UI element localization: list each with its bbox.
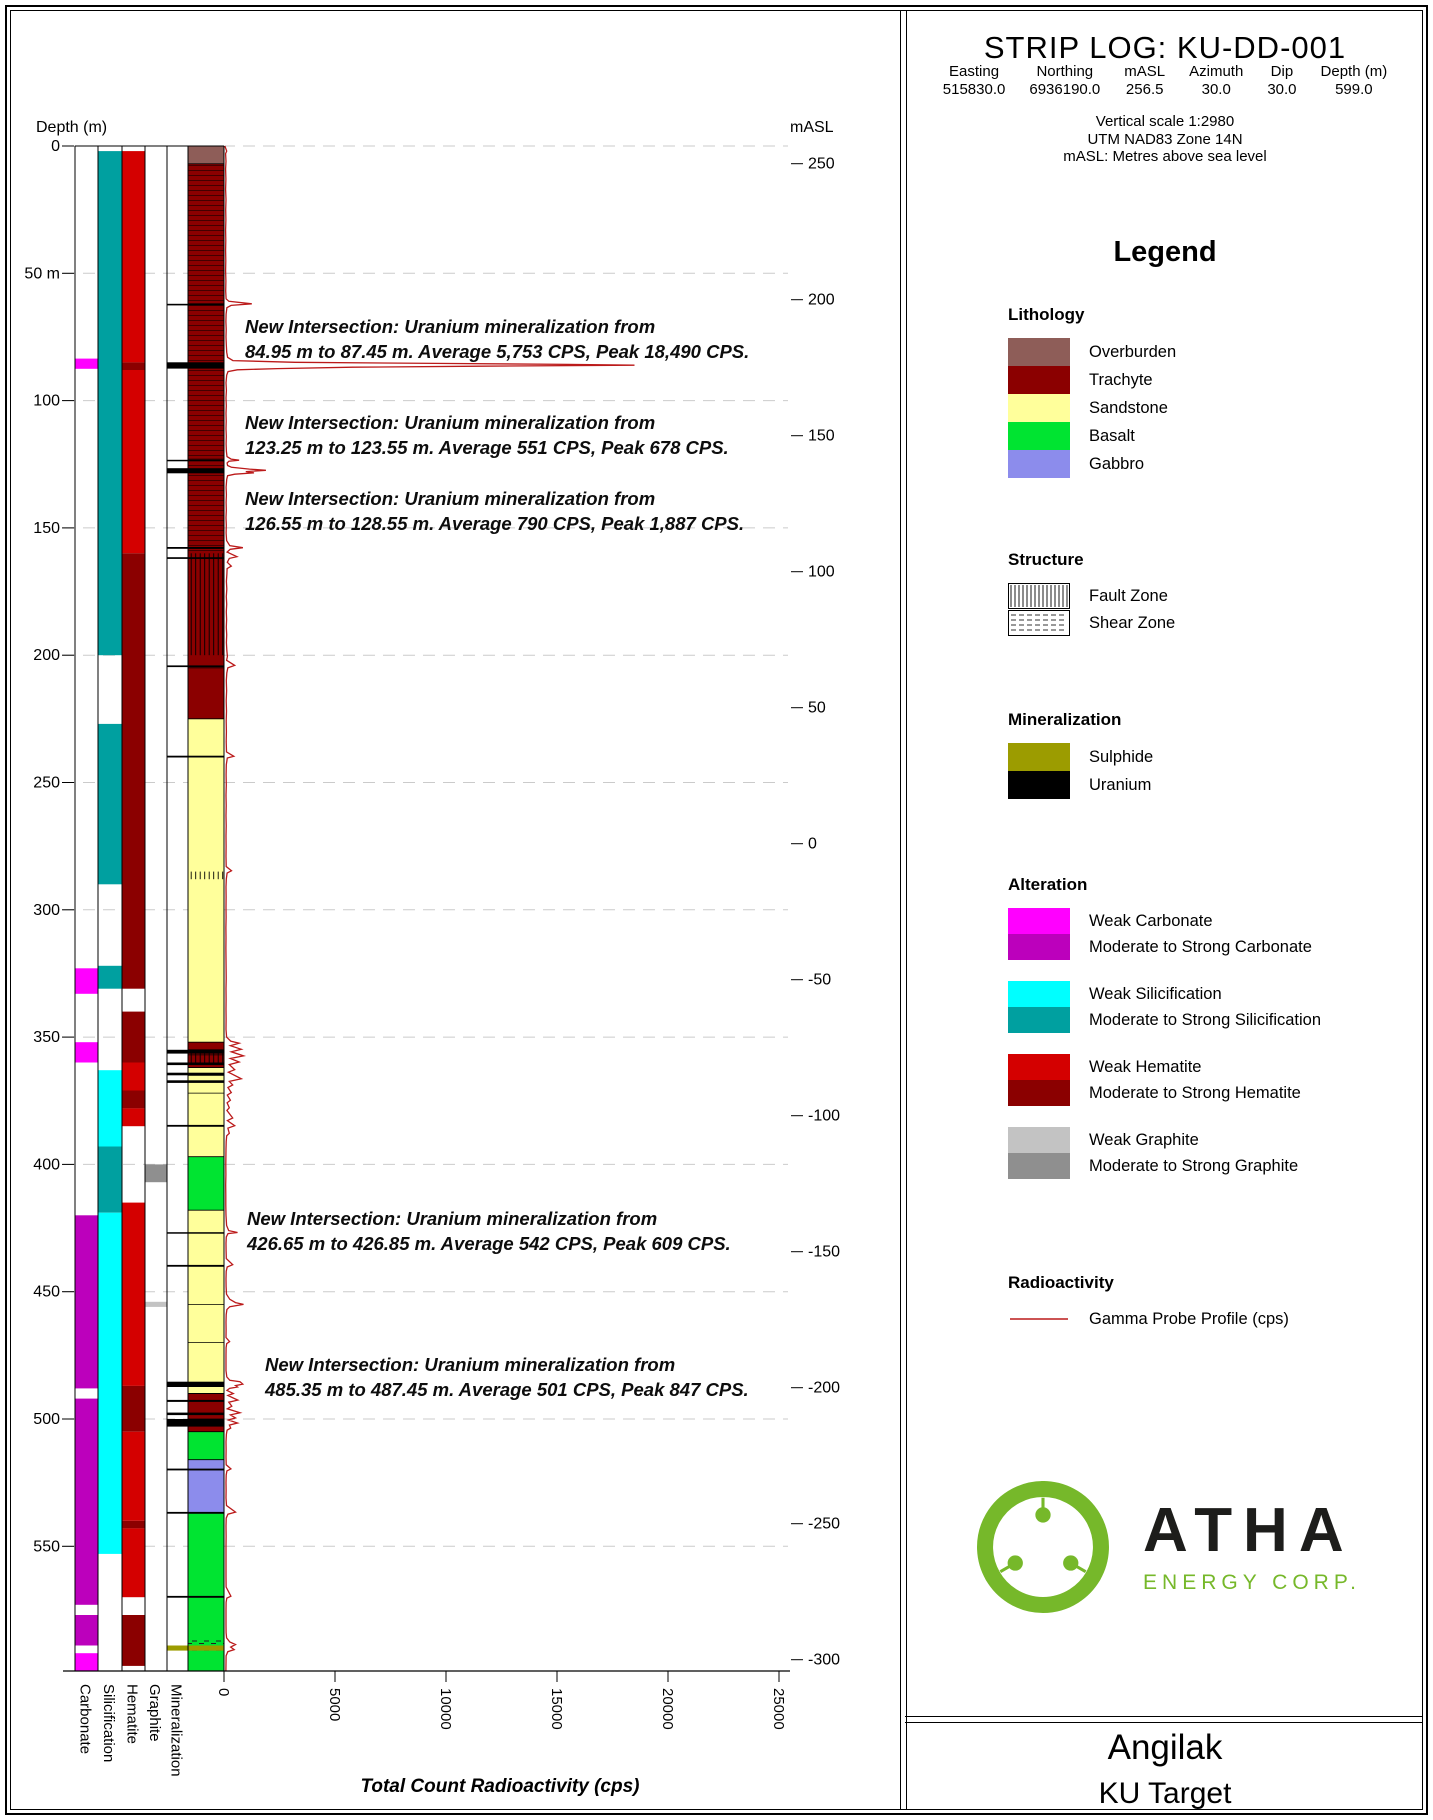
svg-text:Carbonate: Carbonate: [76, 1684, 94, 1755]
silicification_weak-swatch: [1008, 981, 1070, 1007]
svg-text:350: 350: [33, 1029, 60, 1047]
sulphide-legend-item: [1008, 743, 1414, 771]
svg-text:10000: 10000: [437, 1688, 454, 1730]
mineralization-legend-items: [1008, 743, 1414, 799]
svg-text:-100: -100: [808, 1107, 841, 1125]
svg-text:5000: 5000: [326, 1688, 343, 1722]
alteration-strong-item: [1008, 1080, 1414, 1106]
svg-text:0: 0: [51, 138, 60, 155]
lithology-legend-item: [1008, 338, 1414, 366]
atha-emblem-icon: [969, 1473, 1117, 1621]
svg-text:50 m: 50 m: [24, 265, 60, 283]
sulphide-swatch: [1008, 743, 1070, 771]
lithology-legend-item: [1008, 394, 1414, 422]
intersection-annotation: New Intersection: Uranium mineralization from 123.25 m to 123.55 m. Average 551 CPS, Peak 678 CPS.: [245, 412, 729, 458]
svg-text:Hematite: Hematite: [123, 1684, 141, 1745]
hematite_weak-swatch: [1008, 1054, 1070, 1080]
svg-text:25000: 25000: [770, 1688, 787, 1730]
legend-title: Legend: [1113, 236, 1217, 268]
note-vertical-scale: Vertical scale 1:2980: [1095, 113, 1235, 130]
depth-axis-label: Depth (m): [36, 119, 108, 136]
intersection-annotation: New Intersection: Uranium mineralization from 426.65 m to 426.85 m. Average 542 CPS, Peak 609 CPS.: [247, 1208, 731, 1254]
alteration-section-title: Alteration: [1008, 875, 1088, 894]
collar-fields: [906, 63, 1424, 98]
svg-text:250: 250: [808, 155, 835, 173]
intersection-annotation: New Intersection: Uranium mineralization from 485.35 m to 487.45 m. Average 501 CPS, Peak 847 CPS.: [265, 1354, 749, 1400]
logo-subtitle: ENERGY CORP.: [1143, 1570, 1361, 1594]
svg-text:Graphite: Graphite: [146, 1684, 163, 1742]
svg-text:0: 0: [808, 835, 817, 853]
lithology-legend-item: [1008, 422, 1414, 450]
graphite_strong-swatch: [1008, 1153, 1070, 1179]
collar-field: Easting 515830.0: [942, 63, 1006, 98]
lithology-section-title: Lithology: [1008, 305, 1085, 324]
silicification_strong-swatch: [1008, 1007, 1070, 1033]
fault-zone-legend-item: [1008, 583, 1414, 610]
svg-text:300: 300: [33, 901, 60, 919]
collar-field: Northing 6936190.0: [1029, 63, 1101, 98]
radioactivity-section-title: Radioactivity: [1008, 1273, 1114, 1292]
note-utm-zone: UTM NAD83 Zone 14N: [1087, 130, 1243, 148]
uranium-swatch: [1008, 771, 1070, 799]
alteration-weak-item-label: Weak Graphite: [1089, 1130, 1199, 1149]
svg-text:Silicification: Silicification: [100, 1684, 117, 1763]
legend-section-alteration: [1008, 875, 1414, 1200]
alteration-strong-item: [1008, 1153, 1414, 1179]
svg-text:Mineralization: Mineralization: [167, 1684, 185, 1777]
uranium-legend-item-label: Uranium: [1089, 775, 1152, 794]
svg-text:50: 50: [808, 699, 826, 717]
lithology-legend-item: [1008, 450, 1414, 478]
collar-field: Dip 30.0: [1267, 63, 1297, 98]
mineralization-section-title: Mineralization: [1008, 710, 1122, 729]
svg-text:-200: -200: [808, 1379, 841, 1397]
collar-field: Azimuth 30.0: [1189, 63, 1244, 98]
trachyte-swatch: [1008, 366, 1070, 394]
svg-text:400: 400: [33, 1156, 60, 1174]
svg-text:-250: -250: [808, 1515, 841, 1533]
svg-text:150: 150: [808, 427, 835, 445]
alteration-weak-item: [1008, 1054, 1414, 1080]
svg-text:-150: -150: [808, 1243, 841, 1261]
alteration-strong-item: [1008, 934, 1414, 960]
radioactivity-legend-item-label: Gamma Probe Profile (cps): [1089, 1309, 1289, 1328]
radioactivity-axis-title: Total Count Radioactivity (cps): [360, 1776, 640, 1797]
svg-text:100: 100: [33, 392, 60, 410]
legend-section-radioactivity: [1008, 1273, 1414, 1332]
alteration-legend-group: [1008, 981, 1414, 1033]
svg-text:550: 550: [33, 1538, 60, 1556]
alteration-strong-item-label: Moderate to Strong Silicification: [1089, 1010, 1322, 1029]
carbonate_weak-swatch: [1008, 908, 1070, 934]
svg-text:15000: 15000: [548, 1688, 565, 1730]
svg-text:0: 0: [215, 1688, 232, 1697]
alteration-strong-item-label: Moderate to Strong Hematite: [1089, 1083, 1301, 1102]
alteration-strong-item-label: Moderate to Strong Graphite: [1089, 1156, 1299, 1175]
shear-pattern-swatch: [1008, 610, 1070, 637]
collar-notes: [906, 113, 1424, 166]
graphite_weak-swatch: [1008, 1127, 1070, 1153]
fault-pattern-swatch: [1008, 583, 1070, 610]
shear-zone-legend-item: [1008, 610, 1414, 637]
overburden-swatch: [1008, 338, 1070, 366]
legend-section-mineralization: [1008, 710, 1414, 799]
svg-text:200: 200: [808, 291, 835, 309]
structure-section-title: Structure: [1008, 550, 1084, 569]
sulphide-legend-item-label: Sulphide: [1089, 747, 1154, 766]
svg-text:500: 500: [33, 1411, 60, 1428]
sandstone-swatch: [1008, 394, 1070, 422]
alteration-weak-item: [1008, 908, 1414, 934]
carbonate_strong-swatch: [1008, 934, 1070, 960]
shear-zone-legend-item-label: Shear Zone: [1089, 614, 1176, 632]
intersection-annotation: New Intersection: Uranium mineralization from 126.55 m to 128.55 m. Average 790 CPS, Peak 1,887 CPS.: [245, 488, 745, 534]
svg-text:-300: -300: [808, 1651, 841, 1669]
lithology-legend-item-label: Overburden: [1089, 342, 1177, 361]
alteration-strong-item: [1008, 1007, 1414, 1033]
alteration-weak-item: [1008, 1127, 1414, 1153]
lithology-legend-item-label: Basalt: [1089, 426, 1135, 445]
alteration-legend-group: [1008, 1054, 1414, 1106]
basalt-swatch: [1008, 422, 1070, 450]
collar-field: mASL 256.5: [1124, 63, 1166, 98]
collar-field: Depth (m) 599.0: [1320, 63, 1388, 98]
project-footer: [906, 1728, 1424, 1811]
target-name: KU Target: [1098, 1777, 1232, 1810]
lithology-legend-item: [1008, 366, 1414, 394]
radioactivity-legend-item: [1008, 1306, 1414, 1332]
fault-zone-legend-item-label: Fault Zone: [1089, 587, 1168, 605]
alteration-legend-group: [1008, 1127, 1414, 1179]
svg-text:20000: 20000: [659, 1688, 676, 1730]
lithology-legend-item-label: Trachyte: [1089, 370, 1153, 389]
svg-text:150: 150: [33, 519, 60, 537]
svg-text:450: 450: [33, 1283, 60, 1301]
info-panel: [906, 9, 1424, 1716]
logo-name: ATHA: [1143, 1495, 1355, 1565]
alteration-strong-item-label: Moderate to Strong Carbonate: [1089, 937, 1312, 956]
alteration-weak-item-label: Weak Hematite: [1089, 1057, 1202, 1076]
project-name: Angilak: [1107, 1728, 1223, 1767]
svg-text:100: 100: [808, 563, 835, 581]
svg-text:250: 250: [33, 774, 60, 792]
svg-text:-50: -50: [808, 971, 832, 989]
intersection-annotation: New Intersection: Uranium mineralization from 84.95 m to 87.45 m. Average 5,753 CPS, Peak 18,490 CPS.: [245, 316, 750, 362]
alteration-legend-items: [1008, 908, 1414, 1179]
alteration-weak-item-label: Weak Carbonate: [1089, 911, 1213, 930]
page-title: STRIP LOG: KU-DD-001: [983, 30, 1347, 65]
alteration-legend-group: [1008, 908, 1414, 960]
lithology-legend-items: [1008, 338, 1414, 478]
legend-section-lithology: [1008, 305, 1414, 478]
uranium-legend-item: [1008, 771, 1414, 799]
legend-section-structure: [1008, 550, 1414, 637]
footer-divider: [905, 1716, 1423, 1723]
alteration-weak-item: [1008, 981, 1414, 1007]
hematite_strong-swatch: [1008, 1080, 1070, 1106]
structure-legend-items: [1008, 583, 1414, 637]
atha-energy-logo: [906, 1473, 1424, 1621]
lithology-legend-item-label: Sandstone: [1089, 398, 1168, 417]
alteration-weak-item-label: Weak Silicification: [1089, 984, 1222, 1003]
svg-text:200: 200: [33, 647, 60, 665]
masl-axis-label: mASL: [790, 119, 834, 136]
note-masl: mASL: Metres above sea level: [1063, 148, 1267, 165]
logo-wordmark: [1143, 1495, 1361, 1595]
lithology-legend-item-label: Gabbro: [1089, 454, 1145, 473]
gabbro-swatch: [1008, 450, 1070, 478]
gamma-line-swatch: [1008, 1306, 1070, 1332]
radioactivity-legend-items: [1008, 1306, 1414, 1332]
